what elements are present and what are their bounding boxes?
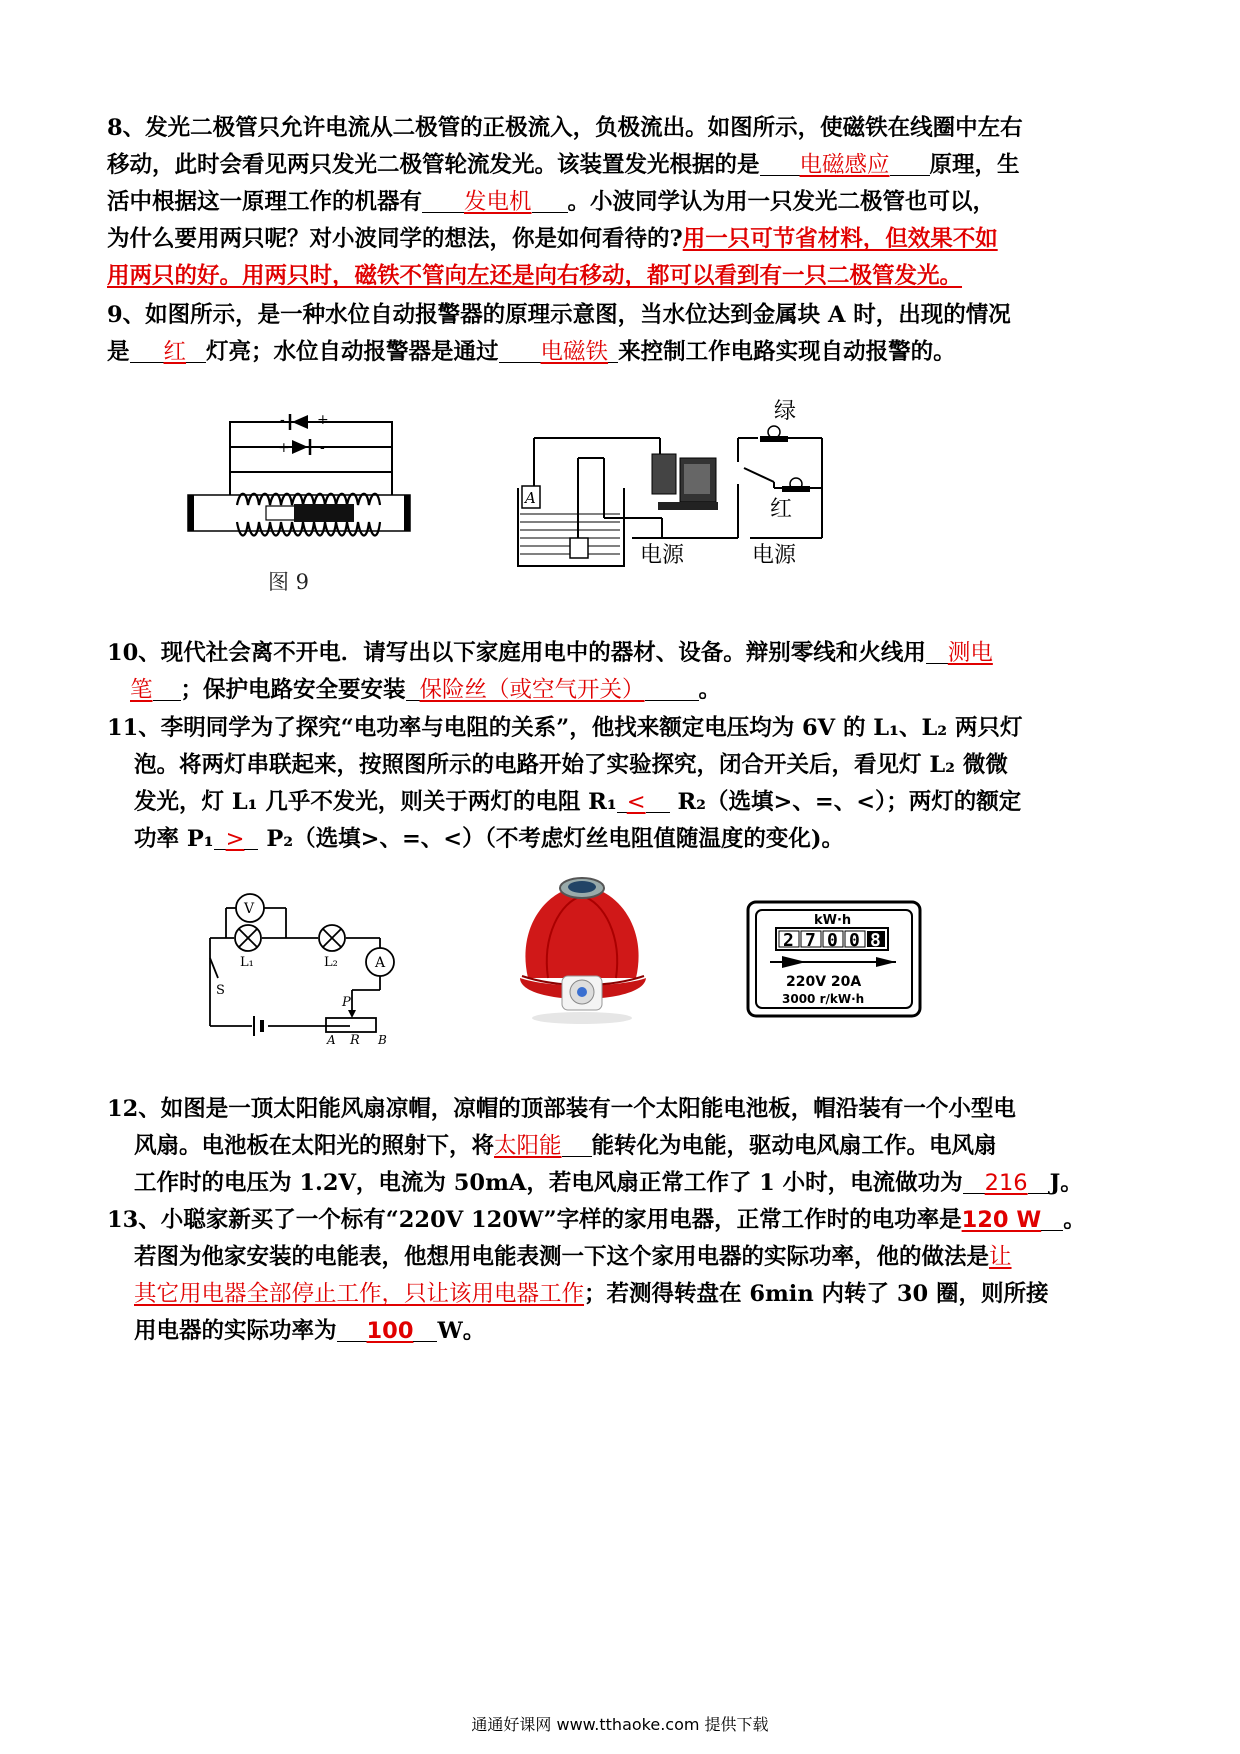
q12-line-1: 12、如图是一顶太阳能风扇凉帽，凉帽的顶部装有一个太阳能电池板，帽沿装有一个小型电 bbox=[107, 1096, 1016, 1122]
led1-minus: - bbox=[280, 412, 285, 428]
q11-line-2: 泡。将两灯串联起来，按照图所示的电路开始了实验探究，闭合开关后，看见灯 L₂ 微微 bbox=[134, 752, 1008, 778]
solar-fan-hat-photo bbox=[508, 866, 658, 1036]
q8-line-3: 活中根据这一原理工作的机器有 发电机 。小波同学认为用一只发光二极管也可以， bbox=[107, 189, 996, 215]
meter-digit-1: 2 bbox=[783, 930, 794, 951]
meter-revolutions: 3000 r/kW·h bbox=[782, 992, 865, 1006]
lamp-l2-label: L₂ bbox=[324, 955, 338, 970]
red-lamp-label: 红 bbox=[770, 497, 793, 522]
q8-line-4: 为什么要用两只呢？对小波同学的想法，你是如何看待的?用一只可节省材料，但效果不如 bbox=[107, 226, 998, 252]
voltmeter-label: V bbox=[244, 901, 255, 917]
q8-line-5 bbox=[107, 261, 962, 291]
q8-line-2: 移动，此时会看见两只发光二极管轮流发光。该装置发光根据的是 电磁感应 原理，生 bbox=[107, 152, 1020, 178]
q11-line-3: 发光，灯 L₁ 几乎不发光，则关于两灯的电阻 R₁ < R₂（选填>、=、<）；两灯的额定 bbox=[134, 789, 1022, 815]
q11-line-1: 11、李明同学为了探究“电功率与电阻的关系”，他找来额定电压均为 6V 的 L₁、L₂ 两只灯 bbox=[107, 715, 1023, 741]
power-source-1-label: 电源 bbox=[640, 543, 685, 568]
electric-energy-meter-photo bbox=[746, 900, 922, 1018]
meter-digit-2: 7 bbox=[805, 930, 816, 951]
q9-line-1: 9、如图所示，是一种水位自动报警器的原理示意图，当水位达到金属块 A 时，出现的情况 bbox=[107, 302, 1011, 328]
rheostat-r-label: R bbox=[350, 1033, 360, 1046]
q10-answer-2: 保险丝（或空气开关） bbox=[419, 677, 645, 703]
q8-answer-2: 发电机 bbox=[464, 189, 532, 215]
rheostat-b-label: B bbox=[378, 1033, 387, 1046]
q13-line-3: 其它用电器全部停止工作，只让该用电器工作；若测得转盘在 6min 内转了 30 圈，则所接 bbox=[134, 1281, 1049, 1307]
led1-plus: + bbox=[317, 412, 329, 428]
q12-line-2: 风扇。电池板在太阳光的照射下，将太阳能 能转化为电能，驱动电风扇工作。电风扇 bbox=[134, 1133, 997, 1159]
rheostat-a-label: A bbox=[327, 1033, 336, 1046]
meter-rating: 220V 20A bbox=[786, 974, 862, 990]
q12-answer-1: 太阳能 bbox=[494, 1133, 562, 1159]
metal-block-a-label: A bbox=[525, 489, 536, 507]
ammeter-label: A bbox=[375, 955, 386, 971]
q12-answer-2: 216 bbox=[984, 1170, 1028, 1196]
switch-s-label: S bbox=[216, 983, 225, 998]
q10-answer-1a: 测电 bbox=[947, 640, 993, 666]
figure-9-coil-diagram bbox=[182, 410, 442, 560]
q11-answer-1: < bbox=[626, 789, 646, 815]
meter-digit-3: 0 bbox=[827, 930, 838, 951]
q13-answer-2a: 让 bbox=[989, 1244, 1012, 1270]
q11-line-4: 功率 P₁ > P₂（选填>、=、<）（不考虑灯丝电阻值随温度的变化)。 bbox=[134, 826, 845, 852]
q10-line-1: 10、现代社会离不开电．请写出以下家庭用电中的器材、设备。辩别零线和火线用 测电 bbox=[107, 640, 993, 666]
figure-9-caption: 图 9 bbox=[268, 570, 310, 594]
green-lamp-label: 绿 bbox=[774, 399, 797, 424]
led2-minus: - bbox=[320, 440, 325, 456]
water-level-alarm-diagram bbox=[512, 398, 838, 570]
q8-answer-3b: 用两只的好。用两只时，磁铁不管向左还是向右移动，都可以看到有一只二极管发光。 bbox=[107, 263, 963, 289]
meter-digit-4: 0 bbox=[849, 930, 860, 951]
q13-answer-2b: 其它用电器全部停止工作，只让该用电器工作 bbox=[134, 1281, 585, 1307]
q10-line-2: 笔 ；保护电路安全要安装 保险丝（或空气开关） 。 bbox=[130, 677, 722, 703]
q10-answer-1b: 笔 bbox=[130, 677, 153, 703]
q13-answer-3: 100 bbox=[366, 1318, 414, 1344]
series-lamp-circuit-diagram bbox=[200, 886, 406, 1046]
q9-line-2: 是 红 灯亮；水位自动报警器是通过 电磁铁 来控制工作电路实现自动报警的。 bbox=[107, 339, 956, 365]
q13-line-2: 若图为他家安装的电能表，他想用电能表测一下这个家用电器的实际功率，他的做法是让 bbox=[134, 1244, 1012, 1270]
slider-p-label: P bbox=[342, 995, 351, 1010]
led2-plus: + bbox=[278, 440, 290, 456]
page-footer: 通通好课网 www.tthaoke.com 提供下载 bbox=[471, 1715, 769, 1734]
meter-unit: kW·h bbox=[814, 913, 852, 928]
q13-line-4: 用电器的实际功率为 100 W。 bbox=[134, 1318, 486, 1344]
q8-line-1: 8、发光二极管只允许电流从二极管的正极流入，负极流出。如图所示，使磁铁在线圈中左右 bbox=[107, 115, 1023, 141]
q9-answer-2: 电磁铁 bbox=[540, 339, 609, 365]
meter-digit-5: 8 bbox=[870, 930, 881, 951]
power-source-2-label: 电源 bbox=[752, 543, 797, 568]
q8-answer-1: 电磁感应 bbox=[799, 152, 890, 178]
q8-answer-3a: 用一只可节省材料，但效果不如 bbox=[682, 226, 998, 252]
lamp-l1-label: L₁ bbox=[240, 955, 254, 970]
q9-answer-1: 红 bbox=[163, 339, 187, 365]
q12-line-3: 工作时的电压为 1.2V，电流为 50mA，若电风扇正常工作了 1 小时，电流做功为 216 J。 bbox=[134, 1170, 1083, 1196]
q13-answer-1: 120 W bbox=[961, 1207, 1042, 1233]
q11-answer-2: > bbox=[225, 826, 245, 852]
q13-line-1: 13、小聪家新买了一个标有“220V 120W”字样的家用电器，正常工作时的电功率是120 W 。 bbox=[107, 1207, 1086, 1233]
